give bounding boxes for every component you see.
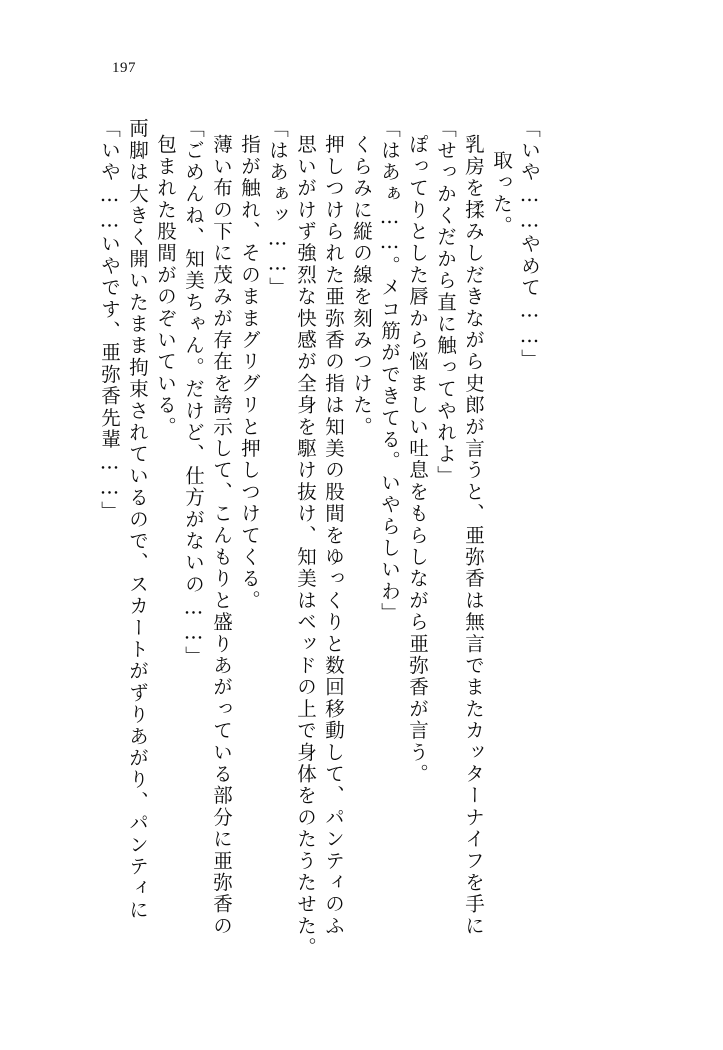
text-line: 思いがけず強烈な快感が全身を駆け抜け、知美はベッドの上で身体をのたうたせた。 [294,134,317,959]
text-line: 包まれた股間がのぞいている。 [154,134,177,438]
text-line: 「ごめんね、知美ちゃん。だけど、仕方がないの……」 [182,118,205,668]
text-line: 「はあぁッ……」 [266,118,289,299]
text-line: 「せっかくだから直に触ってやれよ」 [434,118,457,487]
page-number: 197 [112,60,136,76]
text-line: 押しつけられた亜弥香の指は知美の股間をゆっくりと数回移動して、パンティのふ [322,134,345,937]
text-line: ぽってりとした唇から悩ましい吐息をもらしながら亜弥香が言う。 [406,134,429,785]
text-line: 「はあぁ……。メコ筋ができてる。いやらしいわ」 [378,118,401,625]
text-line: くらみに縦の線を刻みつけた。 [350,134,373,438]
text-line: 両脚は大きく開いたまま拘束されているので、スカートがずりあがり、パンティに [126,118,149,921]
text-line: 乳房を揉みしだきながら史郎が言うと、亜弥香は無言でまたカッターナイフを手に [462,134,485,937]
text-line: 薄い布の下に茂みが存在を誇示して、こんもりと盛りあがっている部分に亜弥香の [210,134,233,937]
vertical-text-body [91,118,631,959]
text-line: 「いや……いやです、亜弥香先輩……」 [98,118,121,523]
text-line: 取った。 [490,150,513,237]
text-line: 「いや……やめて……」 [518,118,541,371]
text-line: 指が触れ、そのままグリグリと押しつけてくる。 [238,134,261,612]
